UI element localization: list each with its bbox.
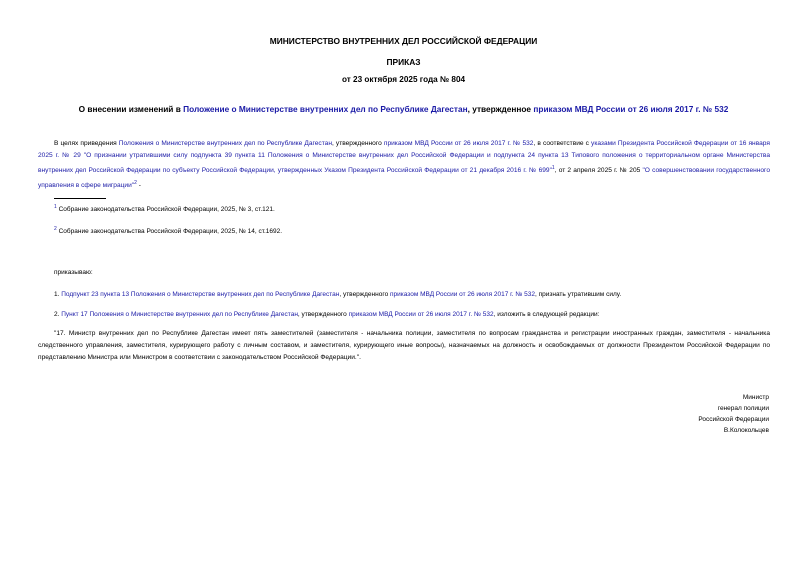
- order-word: приказываю:: [54, 269, 93, 276]
- footnote-1: [54, 204, 275, 213]
- item-1-text-2: , утвержденного: [339, 291, 390, 298]
- footnote-2: [54, 226, 282, 235]
- signature-country: Российской Федерации: [698, 416, 769, 423]
- footnote-2-text: Собрание законодательства Российской Федерации, 2025, № 14, ст.1692.: [56, 228, 283, 236]
- footnote-2-number: 2: [54, 226, 57, 232]
- intro-link-decrees[interactable]: указами Президента Российской Федерации от 16 января 2025 г. № 29 "О признании утратившими силу подпункта 39 пункта 11 Положения о Министерстве внутренних дел Российской Федерации и подпункта 24 пункта 13 Типового положения о территориальном органе Министерства внутренних дел Российской Федерации по субъекту Российской Федерации, утвержденных Указом Президента Российской Федерации от 21 декабря 2016 г. № 699": [38, 140, 770, 175]
- signature-rank: генерал полиции: [717, 405, 769, 412]
- item-1-link-order[interactable]: приказом МВД России от 26 июля 2017 г. № 532: [390, 291, 535, 298]
- item-1: [54, 291, 621, 298]
- footnote-1-text: Собрание законодательства Российской Федерации, 2025, № 3, ст.121.: [56, 206, 275, 214]
- footnote-divider: [54, 198, 106, 199]
- footnote-ref-2[interactable]: 2: [134, 180, 137, 187]
- item-2-number: 2.: [54, 311, 62, 318]
- item-2: [54, 311, 599, 318]
- item-1-number: 1.: [54, 291, 62, 298]
- item-2-link-point[interactable]: Пункт 17 Положения о Министерстве внутренних дел по Республике Дагестан: [61, 311, 298, 318]
- subject-link-regulation[interactable]: Положение о Министерстве внутренних дел по Республике Дагестан: [183, 104, 468, 114]
- item-1-link-subpoint[interactable]: Подпункт 23 пункта 13 Положения о Министерстве внутренних дел по Республике Дагестан: [61, 291, 340, 298]
- subject-middle: , утвержденное: [467, 104, 534, 114]
- intro-link-order[interactable]: приказом МВД России от 26 июля 2017 г. № 532: [383, 140, 534, 147]
- intro-paragraph: [38, 138, 770, 192]
- item-2-text-3: , изложить в следующей редакции:: [493, 311, 600, 318]
- footnote-1-number: 1: [54, 204, 57, 210]
- item-2-link-order[interactable]: приказом МВД России от 26 июля 2017 г. № 532: [348, 311, 494, 318]
- item-1-text-3: , признать утратившим силу.: [535, 291, 622, 298]
- document-subject: [30, 104, 777, 114]
- intro-text-4: , от 2 апреля 2025 г. № 205: [554, 167, 643, 175]
- item-2-text-2: , утвержденного: [297, 311, 349, 318]
- intro-text-1: В целях приведения: [54, 140, 119, 147]
- subject-prefix: О внесении изменений в: [78, 104, 184, 114]
- intro-link-migration-decree[interactable]: "О совершенствовании государственного управления в сфере миграции": [38, 167, 770, 190]
- footnote-ref-1[interactable]: 1: [551, 165, 555, 171]
- signature-block: [698, 392, 769, 436]
- intro-text-2: , утвержденного: [331, 140, 384, 147]
- new-wording-quote: "17. Министр внутренних дел по Республике Дагестан имеет пять заместителей (заместителя - начальника полиции, заместителя по вопросам гражданства и регистрации иностранных граждан, заместителя - начальника следственного управления, заместителя, курирующего работу с личным составом, и заместителя, курирующего иные вопросы), назначаемых на должность и освобождаемых от должности Президентом Российской Федерации по представлению Министра или Министром в соответствии с законодательством Российской Федерации.".: [38, 330, 770, 361]
- signature-position: Министр: [742, 394, 769, 401]
- ministry-title: МИНИСТЕРСТВО ВНУТРЕННИХ ДЕЛ РОССИЙСКОЙ ФЕДЕРАЦИИ: [269, 36, 538, 46]
- subject-link-order[interactable]: приказом МВД России от 26 июля 2017 г. № 532: [533, 104, 729, 114]
- intro-text-5: -: [136, 182, 141, 190]
- signature-name: В.Колокольцев: [723, 427, 769, 434]
- intro-text-3: , в соответствие с: [533, 140, 592, 147]
- intro-link-regulation[interactable]: Положения о Министерстве внутренних дел по Республике Дагестан: [118, 140, 332, 147]
- doc-type: ПРИКАЗ: [386, 57, 421, 67]
- doc-date-number: от 23 октября 2025 года № 804: [341, 75, 466, 84]
